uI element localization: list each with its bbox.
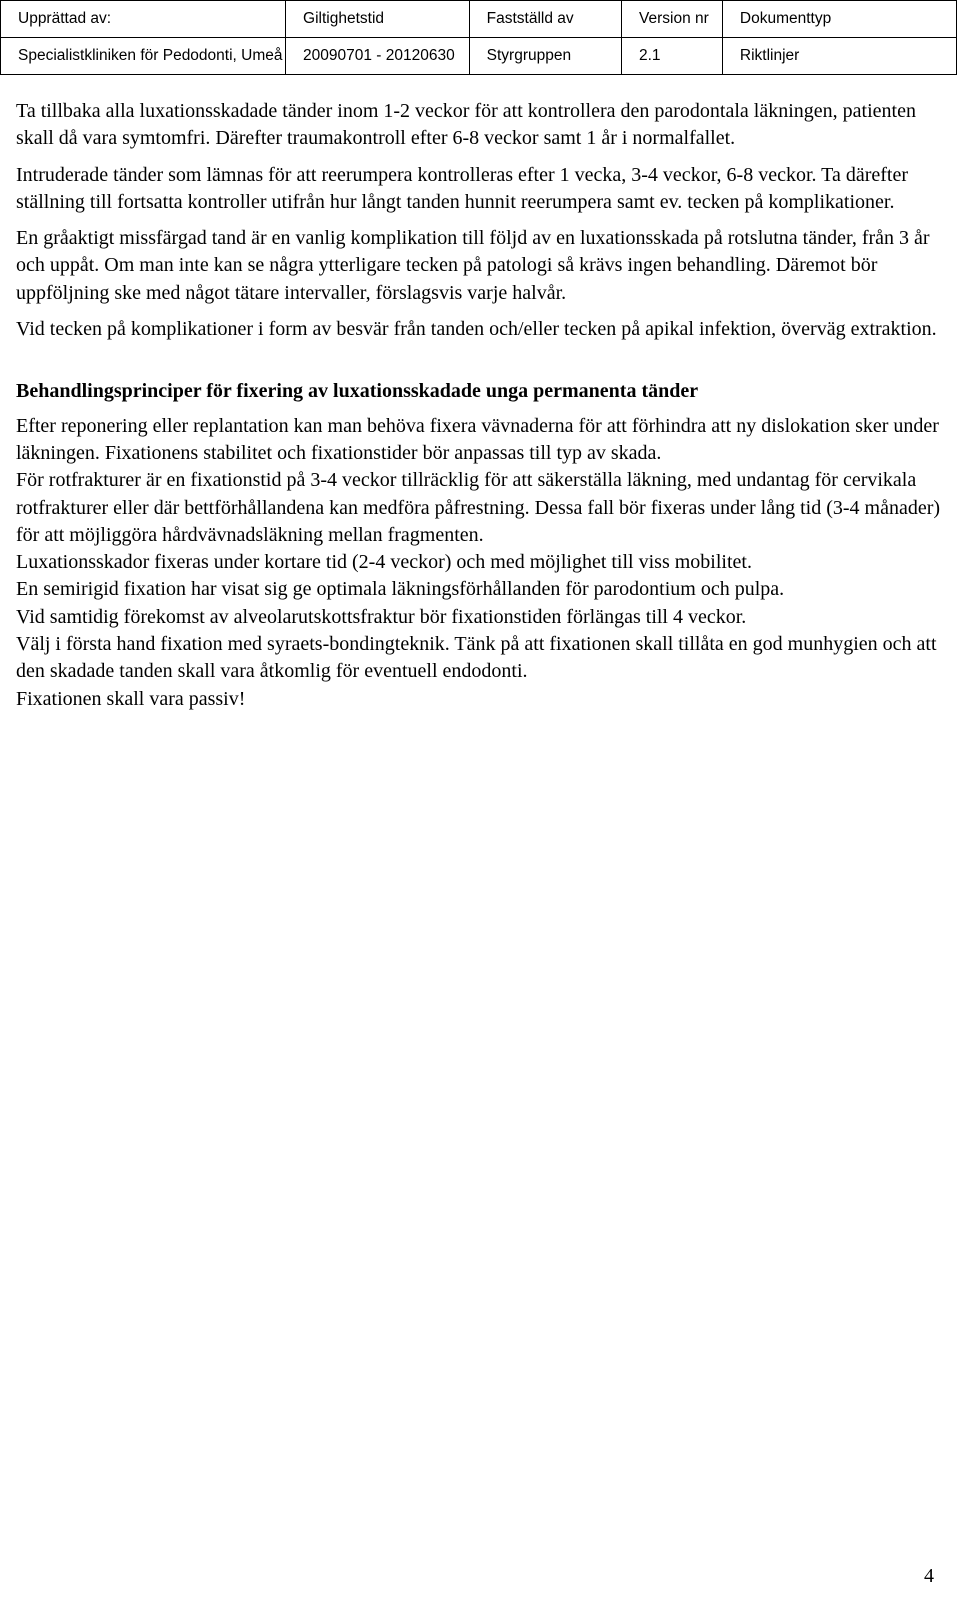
paragraph-root-fractures: För rotfrakturer är en fixationstid på 3-4 veckor tillräcklig för att säkerställa läkning, med undantag för cervikala rotfrakturer eller där bettförhållandena kan medföra påfrestning. Dessa fall bör fixeras under lång tid (3-4 månader) för att möjliggöra hårdvävnadsläkning mellan fragmenten. [16,469,941,546]
validity-value: 20090701 - 20120630 [286,38,470,75]
paragraph-semirigid: En semirigid fixation har visat sig ge optimala läkningsförhållanden för parodontium och pulpa. [16,578,785,601]
approved-by-label: Fastställd av [469,1,621,38]
paragraph-bonding-technique: Välj i första hand fixation med syraets-bondingteknik. Tänk på att fixationen skall tillåta en god munhygien och att den skadade tanden skall vara åtkomlig för eventuell endodonti. [16,633,937,683]
document-body [16,98,946,713]
document-header-table [0,0,957,75]
paragraph-complications: Vid tecken på komplikationer i form av besvär från tanden och/eller tecken på apikal infektion, överväg extraktion. [16,318,937,341]
paragraph-passive-fixation: Fixationen skall vara passiv! [16,687,246,710]
paragraph-followup: Ta tillbaka alla luxationsskadade tänder inom 1-2 veckor för att kontrollera den parodontala läkningen, patienten skall då vara symtomfri. Därefter traumakontroll efter 6-8 veckor samt 1 år i normalfallet. [16,100,916,150]
version-label: Version nr [622,1,723,38]
header-label-row [1,1,957,38]
approved-by-value: Styrgruppen [469,38,621,75]
doc-type-label: Dokumenttyp [722,1,956,38]
paragraph-reposition: Efter reponering eller replantation kan man behöva fixera vävnaderna för att förhindra att ny dislokation sker under läkningen. Fixationens stabilitet och fixationstider bör anpassas till typ av skada. [16,414,939,464]
version-value: 2.1 [622,38,723,75]
page-number: 4 [924,1565,934,1587]
paragraph-discoloration: En gråaktigt missfärgad tand är en vanlig komplikation till följd av en luxationsskada på rotslutna tänder, från 3 år och uppåt. Om man inte kan se några ytterligare tecken på patologi så krävs ingen behandling. Däremot bör uppföljning ske med något tätare intervaller, förslagsvis varje halvår. [16,227,930,304]
paragraph-intruded-teeth: Intruderade tänder som lämnas för att reerumpera kontrolleras efter 1 vecka, 3-4 veckor, 6-8 veckor. Ta därefter ställning till fortsatta kontroller utifrån hur långt tanden hunnit reerumpera samt ev. tecken på komplikationer. [16,163,909,213]
paragraph-alveolar-fracture: Vid samtidig förekomst av alveolarutskottsfraktur bör fixationstiden förlängas till 4 veckor. [16,605,747,628]
section-heading-fixation: Behandlingsprinciper för fixering av luxationsskadade unga permanenta tänder [16,380,699,403]
created-by-value: Specialistkliniken för Pedodonti, Umeå [1,38,286,75]
paragraph-luxation-fixation: Luxationsskador fixeras under kortare tid (2-4 veckor) och med möjlighet till viss mobilitet. [16,551,752,574]
validity-label: Giltighetstid [286,1,470,38]
doc-type-value: Riktlinjer [722,38,956,75]
header-value-row [1,38,957,75]
created-by-label: Upprättad av: [1,1,286,38]
